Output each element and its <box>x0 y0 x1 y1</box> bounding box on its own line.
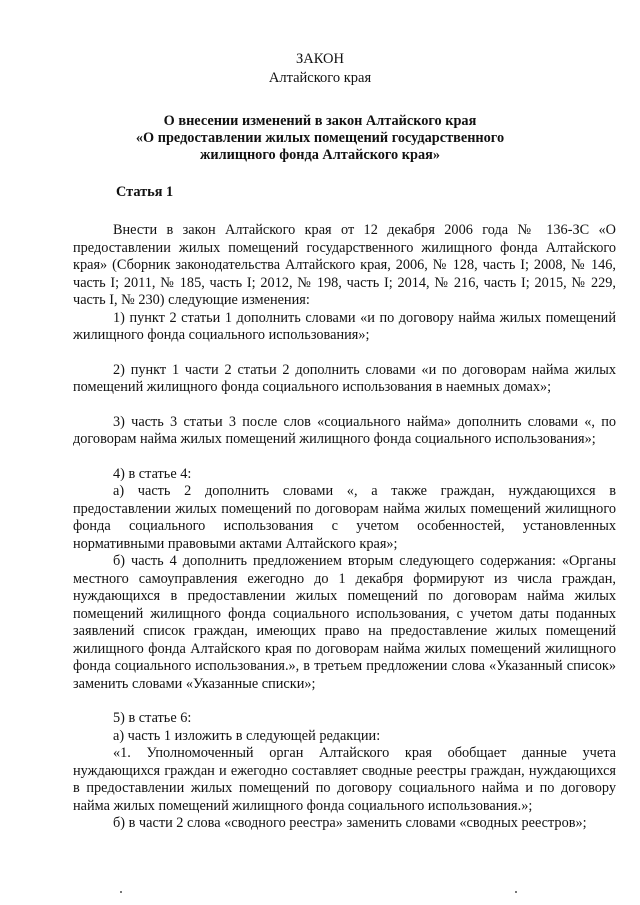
law-title <box>60 113 580 164</box>
law-title-line: О внесении изменений в закон Алтайского края <box>163 113 477 129</box>
law-heading: ЗАКОН <box>296 51 344 67</box>
paragraph: 3) часть 3 статьи 3 после слов «социального найма» дополнить словами «, по договорам найма жилых помещений жилищного фонда социального использования»; <box>73 413 616 447</box>
region-heading: Алтайского края <box>268 70 372 86</box>
paragraph: а) часть 2 дополнить словами «, а также граждан, нуждающихся в предоставлении жилых помещений по договорам найма жилых помещений жилищного фонда социального использования с учетом особенностей, установленных нормативными правовыми актами Алтайского края»; <box>73 483 616 552</box>
paragraph: 2) пункт 1 части 2 статьи 2 дополнить словами «и по договорам найма жилых помещений жилищного фонда социального использования в наемных домах»; <box>73 361 616 395</box>
paragraph: 4) в статье 4: <box>113 465 192 482</box>
paragraph: 5) в статье 6: <box>113 710 192 726</box>
article-heading: Статья 1 <box>116 184 174 200</box>
scan-dot <box>120 891 122 893</box>
document-body <box>73 222 616 833</box>
law-title-line: жилищного фонда Алтайского края» <box>200 147 440 163</box>
paragraph: «1. Уполномоченный орган Алтайского края обобщает данные учета нуждающихся граждан и ежегодно составляет сводные реестры граждан, нуждающихся в предоставлении жилых помещений по договору социального найма и по договору найма жилых помещений жилищного фонда социального использования.»; <box>73 745 616 814</box>
paragraph: б) в части 2 слова «сводного реестра» заменить словами «сводных реестров»; <box>113 815 587 831</box>
paragraph: б) часть 4 дополнить предложением вторым следующего содержания: «Органы местного самоуправления ежегодно до 1 декабря формируют из числа граждан, нуждающихся в предоставлении жилых помещений по договорам найма жилых помещений жилищного фонда социального использования, с учетом даты поданных заявлений список граждан, имеющих право на предоставление жилых помещений жилищного фонда Алтайского края по договорам найма жилых помещений жилищного фонда социального использования.», в третьем предложении слова «Указанный список» заменить словами «Указанные списки»; <box>73 553 616 692</box>
paragraph: а) часть 1 изложить в следующей редакции: <box>113 727 381 744</box>
paragraph: 1) пункт 2 статьи 1 дополнить словами «и по договору найма жилых помещений жилищного фонда социального использования»; <box>73 309 616 343</box>
law-title-line: «О предоставлении жилых помещений государственного <box>135 130 505 146</box>
scan-dot <box>515 891 517 893</box>
paragraph: Внести в закон Алтайского края от 12 декабря 2006 года № 136-ЗС «О предоставлении жилых помещений государственного жилищного фонда Алтайского края» (Сборник законодательства Алтайского края, 2006, № 128, часть I; 2008, № 146, часть I; 2011, № 185, часть I; 2012, № 198, часть I; 2014, № 216, часть I; 2015, № 229, часть I, № 230) следующие изменения: <box>73 222 616 308</box>
